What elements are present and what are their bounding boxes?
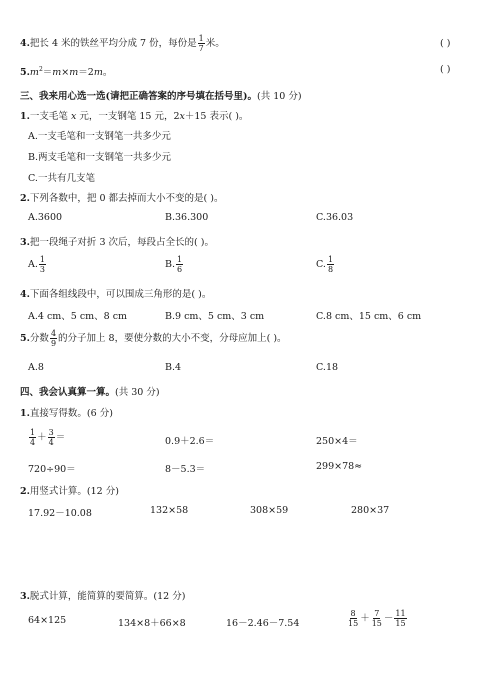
stem-var: x: [179, 111, 185, 122]
option-label: A.: [28, 259, 38, 270]
fraction-numerator: 1: [39, 255, 45, 264]
s3-q4-option-b[interactable]: B.9 cm、5 cm、3 cm: [165, 311, 265, 322]
section3-heading: [20, 88, 302, 102]
stem-var: x: [70, 111, 77, 122]
part-title: 用竖式计算。(12 分): [29, 486, 119, 497]
expr-op: ×: [61, 67, 70, 78]
option-label: C.: [316, 259, 326, 270]
expr-op: ＝2: [78, 67, 94, 78]
s3-q1-stem: [20, 108, 248, 122]
calc-fraction: [371, 609, 383, 628]
stem-text: ＋15 表示( )。: [184, 111, 249, 122]
fraction-numerator: 8: [350, 609, 356, 618]
calc-fraction: [347, 609, 359, 628]
s4-p3-item-3: 16－2.46－7.54: [226, 618, 300, 629]
fraction-denominator: 4: [48, 438, 54, 447]
s4-p1-r1-c3: 250×4＝: [316, 436, 358, 447]
fraction-denominator: 9: [50, 339, 57, 348]
s4-p3-item-4: [346, 609, 408, 628]
s4-p3-item-1: 64×125: [28, 615, 67, 626]
s3-q5-option-b[interactable]: B.4: [165, 362, 182, 373]
s3-q5-option-a[interactable]: A.8: [28, 362, 44, 373]
option-label: B.: [165, 259, 176, 270]
part-num: 1.: [20, 408, 30, 419]
s3-q2-option-b[interactable]: B.36.300: [165, 212, 209, 223]
fraction-numerator: 1: [198, 34, 204, 43]
fraction-denominator: 8: [327, 265, 334, 274]
fraction-denominator: 15: [348, 619, 359, 628]
judge-q5-num: 5.: [20, 67, 30, 78]
part-title: 脱式计算，能简算的要简算。(12 分): [29, 591, 186, 602]
fraction-numerator: 1: [327, 255, 334, 264]
judge-q5-answer-paren[interactable]: ( ): [440, 64, 451, 75]
fraction-denominator: 15: [371, 619, 382, 628]
s4-p2-item-3: 308×59: [250, 505, 289, 516]
s4-p1-title: [20, 405, 113, 419]
stem-text: 一支毛笔: [29, 111, 71, 122]
stem-text: 元，一支钢笔 15 元，2: [76, 111, 180, 122]
fraction-numerator: 4: [50, 329, 57, 338]
s4-p1-r2-c2: 8－5.3＝: [165, 464, 206, 475]
option-fraction: [176, 255, 183, 274]
expr-period: 。: [102, 67, 113, 78]
fraction-denominator: 6: [177, 265, 183, 274]
stem-fraction: [50, 329, 57, 348]
judge-q4-answer-paren[interactable]: ( ): [440, 38, 451, 49]
s3-q3-option-a[interactable]: [28, 255, 47, 274]
expr-exponent: 2: [38, 65, 43, 73]
stem-text: 分数: [29, 333, 49, 344]
s4-p1-r2-c1: 720÷90＝: [28, 464, 76, 475]
s3-q3-stem: [20, 234, 214, 248]
fraction-numerator: 11: [395, 609, 406, 618]
s3-q5-option-c[interactable]: C.18: [316, 362, 339, 373]
s3-q4-option-c[interactable]: C.8 cm、15 cm、6 cm: [316, 311, 422, 322]
judge-q4: [20, 34, 225, 53]
section3-title: 三、我来用心选一选(请把正确答案的序号填在括号里)。: [20, 91, 257, 102]
question-num: 1.: [20, 111, 30, 122]
question-num: 2.: [20, 193, 30, 204]
judge-q5: [20, 64, 112, 78]
s3-q3-option-c[interactable]: [316, 255, 335, 274]
stem-text: 的分子加上 8，要使分数的大小不变，分母应加上( )。: [58, 333, 287, 344]
expr-var: m: [29, 67, 39, 78]
s4-p1-r1-c2: 0.9＋2.6＝: [165, 436, 215, 447]
s3-q5-stem: [20, 329, 287, 348]
s4-p2-item-1: 17.92－10.08: [28, 508, 92, 519]
calc-fraction: [29, 428, 36, 447]
calc-fraction: [48, 428, 55, 447]
fraction-denominator: 15: [395, 619, 406, 628]
expr-var: m: [69, 67, 79, 78]
s4-p3-title: [20, 588, 185, 602]
part-num: 3.: [20, 591, 30, 602]
section4-title: 四、我会认真算一算。: [20, 387, 116, 398]
s4-p2-title: [20, 483, 119, 497]
stem-text: 下列各数中，把 0 都去掉而大小不变的是( )。: [29, 193, 224, 204]
judge-q4-text-b: 米。: [205, 38, 225, 49]
fraction-denominator: 3: [39, 265, 45, 274]
calc-fraction: [394, 609, 406, 628]
s3-q1-option-c[interactable]: C.一共有几支笔: [28, 173, 95, 184]
s4-p2-item-4: 280×37: [351, 505, 390, 516]
expr-var: m: [93, 67, 103, 78]
section3-score: (共 10 分): [257, 91, 302, 102]
question-num: 3.: [20, 237, 30, 248]
s3-q2-stem: [20, 190, 223, 204]
fraction-denominator: 7: [198, 44, 204, 53]
s4-p1-r2-c3: 299×78≈: [316, 461, 363, 472]
s3-q4-option-a[interactable]: A.4 cm、5 cm、8 cm: [28, 311, 128, 322]
question-num: 5.: [20, 333, 30, 344]
fraction-denominator: 4: [30, 438, 36, 447]
option-fraction: [39, 255, 46, 274]
fraction-numerator: 1: [177, 255, 183, 264]
stem-text: 把一段绳子对折 3 次后，每段占全长的( )。: [29, 237, 214, 248]
stem-text: 下面各组线段中，可以围成三角形的是( )。: [29, 289, 212, 300]
option-fraction: [327, 255, 334, 274]
s3-q1-option-b[interactable]: B.两支毛笔和一支钢笔一共多少元: [28, 152, 172, 163]
s3-q3-option-b[interactable]: [165, 255, 184, 274]
judge-q4-fraction: [198, 34, 205, 53]
part-title: 直接写得数。(6 分): [29, 408, 113, 419]
s4-p1-r1-c1: [28, 428, 65, 447]
judge-q4-num: 4.: [20, 38, 30, 49]
section4-heading: [20, 384, 160, 398]
expr-var: m: [52, 67, 62, 78]
s4-p2-item-2: 132×58: [150, 505, 189, 516]
s4-p3-item-2: 134×8＋66×8: [118, 618, 186, 629]
fraction-numerator: 3: [48, 428, 54, 437]
fraction-numerator: 7: [374, 609, 380, 618]
calc-op: ＋: [360, 613, 370, 624]
calc-op: －: [383, 613, 394, 624]
s3-q1-option-a[interactable]: A.一支毛笔和一支钢笔一共多少元: [28, 131, 171, 142]
part-num: 2.: [20, 486, 30, 497]
calc-op: ＋: [37, 432, 47, 443]
s3-q2-option-c[interactable]: C.36.03: [316, 212, 354, 223]
expr-op: ＝: [42, 67, 53, 78]
judge-q4-text-a: 把长 4 米的铁丝平均分成 7 份，每份是: [29, 38, 197, 49]
fraction-numerator: 1: [30, 428, 36, 437]
calc-eq: ＝: [55, 432, 66, 443]
section4-score: (共 30 分): [115, 387, 160, 398]
s3-q2-option-a[interactable]: A.3600: [28, 212, 63, 223]
question-num: 4.: [20, 289, 30, 300]
s3-q4-stem: [20, 286, 211, 300]
